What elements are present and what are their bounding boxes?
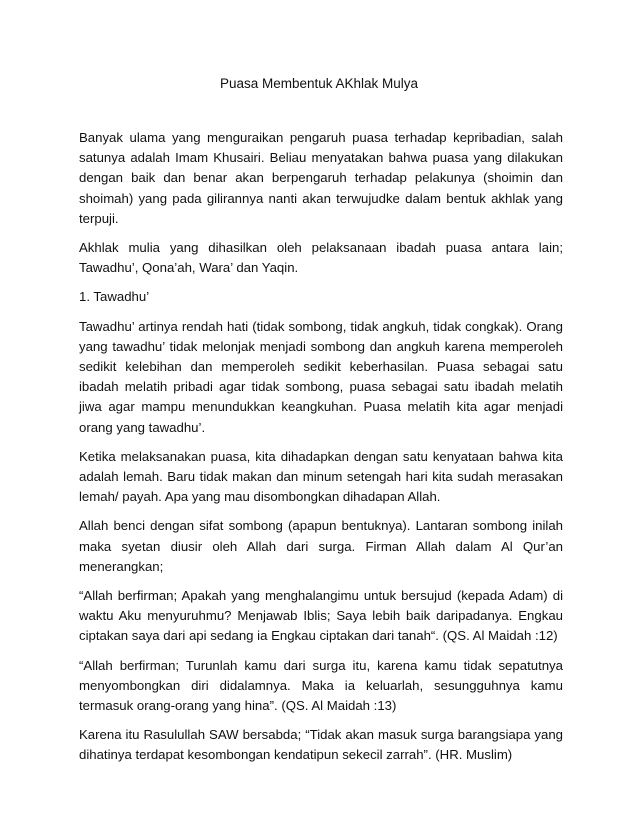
paragraph-lemah: Ketika melaksanakan puasa, kita dihadapkan dengan satu kenyataan bahwa kita adalah lemah. Baru tidak makan dan minum setengah hari kita sudah merasakan lemah/ payah. Apa yang mau disombongkan dihadapan Allah. bbox=[79, 448, 563, 505]
paragraph-hadith: Karena itu Rasulullah SAW bersabda; “Tidak akan masuk surga barangsiapa yang dihatinya terdapat kesombongan kendatipun sekecil zarrah”. (HR. Muslim) bbox=[79, 727, 563, 763]
paragraph-sombong: Allah benci dengan sifat sombong (apapun bentuknya). Lantaran sombong inilah maka syetan diusir oleh Allah dari surga. Firman Allah dalam Al Qur’an menerangkan; bbox=[79, 518, 563, 574]
section-heading-tawadhu: 1. Tawadhu’ bbox=[79, 289, 150, 305]
page-title: Puasa Membentuk AKhlak Mulya bbox=[219, 76, 419, 91]
paragraph-intro: Banyak ulama yang menguraikan pengaruh puasa terhadap kepribadian, salah satunya adalah Imam Khusairi. Beliau menyatakan bahwa puasa yang dilakukan dengan baik dan benar akan berpengaruh terhadap pelakunya (shoimin dan shoimah) yang pada gilirannya nanti akan terwujudke dalam bentuk akhlak yang terpuji. bbox=[79, 130, 563, 226]
paragraph-tawadhu-definition: Tawadhu’ artinya rendah hati (tidak sombong, tidak angkuh, tidak congkak). Orang yang tawadhu’ tidak melonjak menjadi sombong dan angkuh karena memperoleh sedikit kelebihan dan memperoleh sedikit keberhasilan. Puasa sebagai satu ibadah melatih pribadi agar tidak sombong, puasa sebagai satu ibadah melatih jiwa agar mampu menundukkan keangkuhan. Puasa melatih kita agar menjadi orang yang tawadhu’. bbox=[79, 318, 563, 435]
document-body bbox=[79, 128, 563, 775]
paragraph-akhlak-list: Akhlak mulia yang dihasilkan oleh pelaksanaan ibadah puasa antara lain; Tawadhu’, Qona’ah, Wara’ dan Yaqin. bbox=[79, 240, 563, 276]
paragraph-quote-12: “Allah berfirman; Apakah yang menghalangimu untuk bersujud (kepada Adam) di waktu Aku menyuruhmu? Menjawab Iblis; Saya lebih baik daripadanya. Engkau ciptakan saya dari api sedang ia Engkau ciptakan dari tanah“. (QS. Al Maidah :12) bbox=[79, 588, 563, 644]
paragraph-quote-13: “Allah berfirman; Turunlah kamu dari surga itu, karena kamu tidak sepatutnya menyombongkan diri didalamnya. Maka ia keluarlah, sesungguhnya kamu termasuk orang-orang yang hina”. (QS. Al Maidah :13) bbox=[79, 657, 563, 714]
